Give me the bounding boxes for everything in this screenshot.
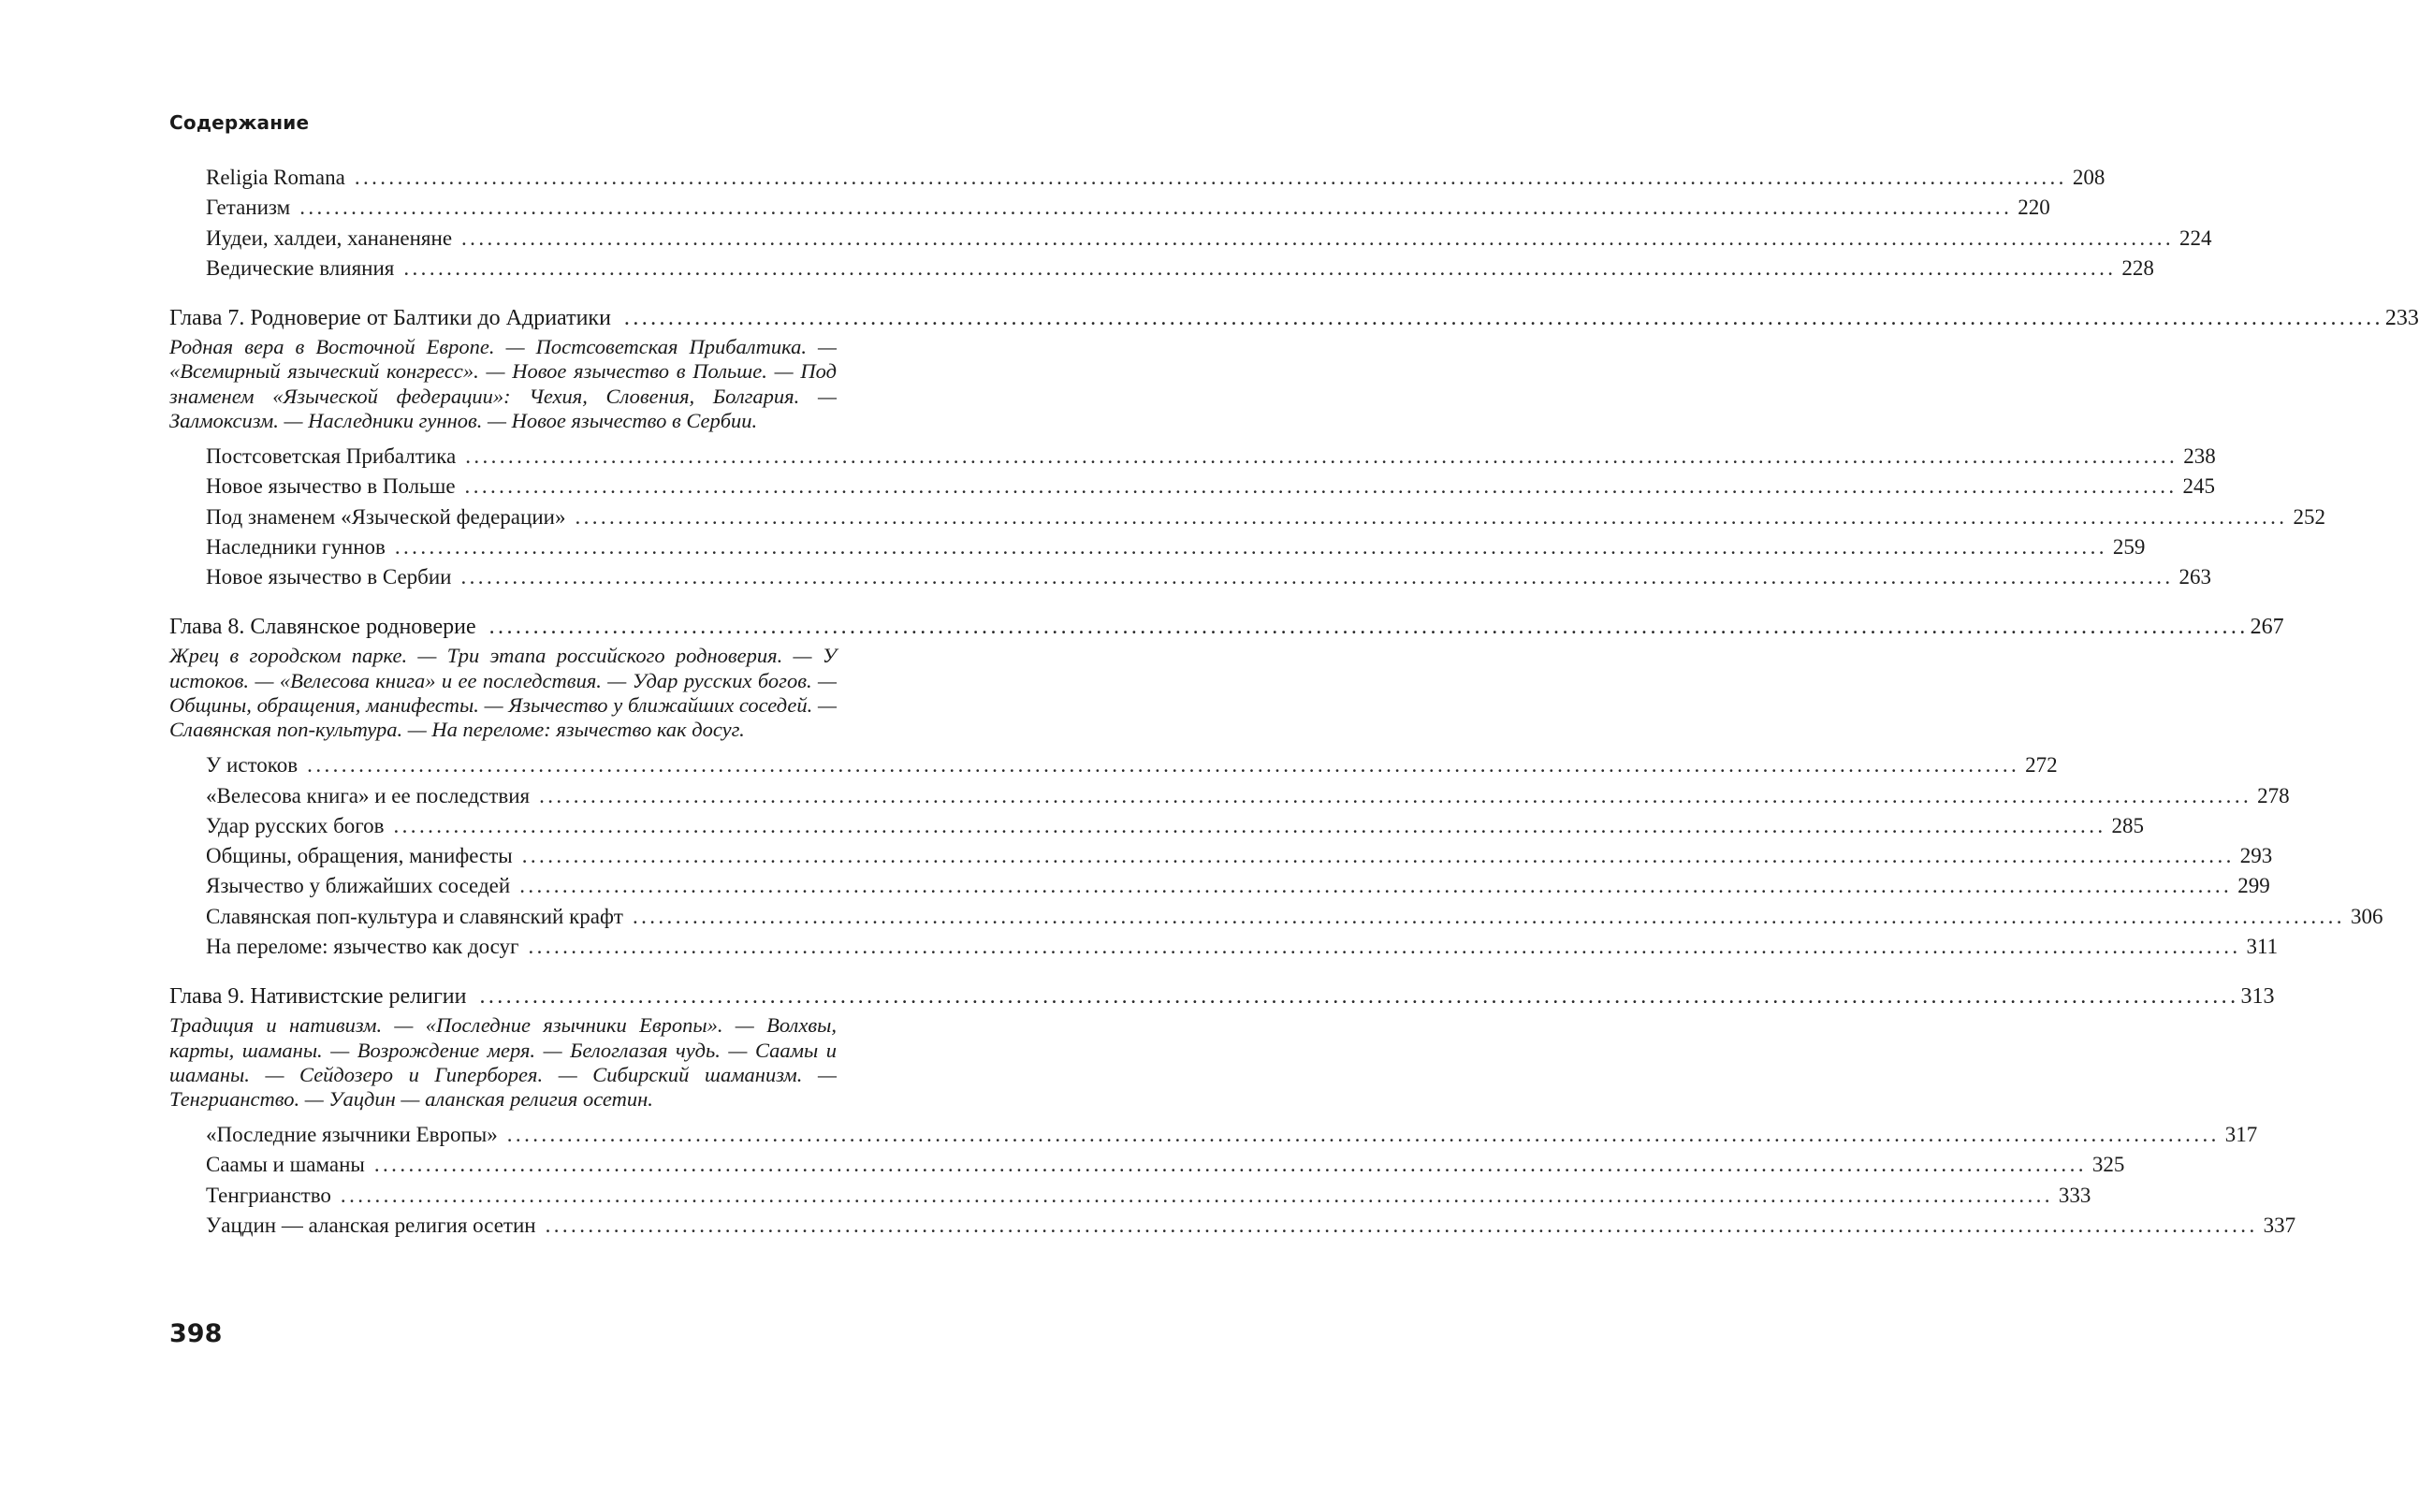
chapter-summary: Жрец в городском парке. — Три этапа российского родноверия. — У истоков. — «Велесова книга» и ее последствия. — Удар русских богов. — Общины, обращения, манифесты. — Язычество у ближайших соседей. — Славянская поп-культура. — На переломе: язычество как досуг. bbox=[169, 644, 837, 742]
toc-section-entry-title: Уацдин — аланская религия осетин bbox=[206, 1214, 536, 1238]
toc-chapter-entry-title: Глава 9. Нативистские религии bbox=[169, 984, 467, 1010]
toc-section-entry-title: Наследники гуннов bbox=[206, 534, 386, 559]
toc-section-entry-title: Гетанизм bbox=[206, 196, 291, 220]
toc-section-entry-page: 228 bbox=[2121, 255, 2154, 280]
toc-chapter-entry bbox=[169, 611, 2284, 643]
dot-leader: ........................................................................................................................................................................................................ bbox=[623, 306, 2383, 331]
dot-leader: ........................................................................................................................................................................................................ bbox=[464, 474, 2178, 499]
toc-section-entry-page: 306 bbox=[2350, 904, 2383, 928]
toc-section-entry-title: Постсоветская Прибалтика bbox=[206, 444, 457, 468]
dot-leader: ........................................................................................................................................................................................................ bbox=[521, 844, 2235, 868]
toc-section-entry-page: 311 bbox=[2246, 935, 2279, 959]
dot-leader: ........................................................................................................................................................................................................ bbox=[465, 444, 2179, 468]
dot-leader: ........................................................................................................................................................................................................ bbox=[461, 225, 2175, 250]
dot-leader: ........................................................................................................................................................................................................ bbox=[394, 534, 2107, 559]
toc-section-entry-title: «Велесова книга» и ее последствия bbox=[206, 783, 531, 807]
toc-section-entry-title: У истоков bbox=[206, 753, 299, 778]
chapter-summary: Родная вера в Восточной Европе. — Постсоветская Прибалтика. — «Всемирный языческий конгресс». — Новое язычество в Польше. — Под знаменем «Языческой федерации»: Чехия, Словения, Болгария. — Залмоксизм. — Наследники гуннов. — Новое язычество в Сербии. bbox=[169, 335, 837, 432]
toc-section-entry bbox=[169, 781, 2290, 811]
toc-section-entry-title: Саамы и шаманы bbox=[206, 1153, 365, 1177]
dot-leader: ........................................................................................................................................................................................................ bbox=[545, 1214, 2258, 1238]
toc-section-entry-title: На переломе: язычество как досуг bbox=[206, 935, 519, 959]
toc-section-entry-title: Новое язычество в Сербии bbox=[206, 565, 452, 589]
toc-section-entry-title: Удар русских богов bbox=[206, 813, 385, 837]
toc-section-entry bbox=[169, 163, 2106, 193]
toc-section-entry-page: 317 bbox=[2224, 1123, 2258, 1147]
toc-section-entry-title: Ведические влияния bbox=[206, 255, 395, 280]
dot-leader: ........................................................................................................................................................................................................ bbox=[307, 753, 2020, 778]
dot-leader: ........................................................................................................................................................................................................ bbox=[373, 1153, 2087, 1177]
toc-chapter-entry-title: Глава 7. Родноверие от Балтики до Адриатики bbox=[169, 306, 611, 331]
toc-section-entry bbox=[169, 1181, 2091, 1211]
toc-section-entry bbox=[169, 811, 2144, 841]
toc-chapter-entry-title: Глава 8. Славянское родноверие bbox=[169, 615, 476, 640]
toc-section-entry bbox=[169, 902, 2383, 932]
toc-section-entry bbox=[169, 254, 2154, 284]
toc-section-entry-title: Religia Romana bbox=[206, 166, 345, 189]
toc-section-entry-title: Язычество у ближайших соседей bbox=[206, 874, 511, 898]
toc-section-entry bbox=[169, 1150, 2125, 1180]
toc-section-entry bbox=[169, 532, 2146, 562]
toc-section-entry-page: 259 bbox=[2112, 534, 2146, 559]
running-head: Содержание bbox=[169, 111, 310, 134]
dot-leader: ........................................................................................................................................................................................................ bbox=[539, 783, 2252, 807]
toc-section-entry-page: 285 bbox=[2111, 813, 2144, 837]
toc-section-entry-page: 245 bbox=[2182, 474, 2216, 499]
toc-section-entry-title: Общины, обращения, манифесты bbox=[206, 844, 513, 868]
toc-section-entry-page: 272 bbox=[2025, 753, 2058, 778]
dot-leader: ........................................................................................................................................................................................................ bbox=[632, 904, 2345, 928]
toc-chapter-entry-page: 313 bbox=[2240, 984, 2275, 1010]
toc-chapter-entry bbox=[169, 302, 2419, 334]
toc-section-entry-page: 208 bbox=[2072, 166, 2106, 189]
dot-leader: ........................................................................................................................................................................................................ bbox=[403, 255, 2117, 280]
dot-leader: ........................................................................................................................................................................................................ bbox=[528, 935, 2241, 959]
toc-section-entry-page: 238 bbox=[2183, 444, 2216, 468]
toc-section-entry-title: Иудеи, халдеи, хананеняне bbox=[206, 225, 453, 250]
dot-leader: ........................................................................................................................................................................................................ bbox=[299, 196, 2013, 220]
dot-leader: ........................................................................................................................................................................................................ bbox=[340, 1183, 2053, 1207]
dot-leader: ........................................................................................................................................................................................................ bbox=[354, 166, 2067, 189]
toc-section-entry bbox=[169, 871, 2270, 901]
dot-leader: ........................................................................................................................................................................................................ bbox=[479, 984, 2239, 1010]
toc-section-entry-title: Под знаменем «Языческой федерации» bbox=[206, 504, 566, 529]
dot-leader: ........................................................................................................................................................................................................ bbox=[393, 813, 2106, 837]
toc-section-entry-title: Новое язычество в Польше bbox=[206, 474, 456, 499]
toc-chapter-entry bbox=[169, 981, 2275, 1012]
toc-section-entry-title: «Последние язычники Европы» bbox=[206, 1123, 498, 1147]
toc-section-entry-title: Славянская поп-культура и славянский крафт bbox=[206, 904, 623, 928]
table-of-contents bbox=[169, 163, 2419, 1241]
dot-leader: ........................................................................................................................................................................................................ bbox=[575, 504, 2288, 529]
toc-section-entry bbox=[169, 224, 2212, 254]
toc-section-entry-page: 337 bbox=[2263, 1214, 2296, 1238]
toc-section-entry-page: 333 bbox=[2058, 1183, 2091, 1207]
toc-chapter-entry-page: 267 bbox=[2250, 615, 2284, 640]
toc-section-entry bbox=[169, 442, 2216, 472]
page-number: 398 bbox=[169, 1319, 223, 1348]
toc-section-entry bbox=[169, 502, 2325, 532]
toc-section-entry bbox=[169, 932, 2279, 962]
toc-section-entry-page: 224 bbox=[2179, 225, 2212, 250]
toc-section-entry bbox=[169, 1211, 2296, 1241]
chapter-block bbox=[169, 611, 2383, 962]
toc-section-entry-page: 252 bbox=[2293, 504, 2325, 529]
toc-section-entry-page: 299 bbox=[2237, 874, 2270, 898]
toc-section-entry-title: Тенгрианство bbox=[206, 1183, 331, 1207]
toc-section-entry-page: 220 bbox=[2018, 196, 2050, 220]
chapter-block bbox=[169, 302, 2419, 592]
dot-leader: ........................................................................................................................................................................................................ bbox=[519, 874, 2233, 898]
chapter-block bbox=[169, 981, 2296, 1241]
toc-section-entry bbox=[169, 1120, 2258, 1150]
chapter-summary: Традиция и нативизм. — «Последние язычники Европы». — Волхвы, карты, шаманы. — Возрождение меря. — Белоглазая чудь. — Саамы и шаманы. — Сейдозеро и Гиперборея. — Сибирский шаманизм. — Тенгрианство. — Уацдин — аланская религия осетин. bbox=[169, 1013, 837, 1111]
dot-leader: ........................................................................................................................................................................................................ bbox=[506, 1123, 2220, 1147]
toc-section-entry bbox=[169, 841, 2273, 871]
dot-leader: ........................................................................................................................................................................................................ bbox=[460, 565, 2174, 589]
toc-chapter-entry-page: 233 bbox=[2384, 306, 2419, 331]
toc-section-entry-page: 263 bbox=[2179, 565, 2211, 589]
toc-section-entry bbox=[169, 193, 2050, 223]
toc-section-entry-page: 278 bbox=[2257, 783, 2290, 807]
dot-leader: ........................................................................................................................................................................................................ bbox=[488, 615, 2249, 640]
toc-section-entry-page: 293 bbox=[2239, 844, 2273, 868]
toc-section-entry bbox=[169, 750, 2058, 780]
toc-section-entry bbox=[169, 472, 2216, 502]
toc-section-entry-page: 325 bbox=[2091, 1153, 2125, 1177]
toc-section-entry bbox=[169, 562, 2211, 592]
